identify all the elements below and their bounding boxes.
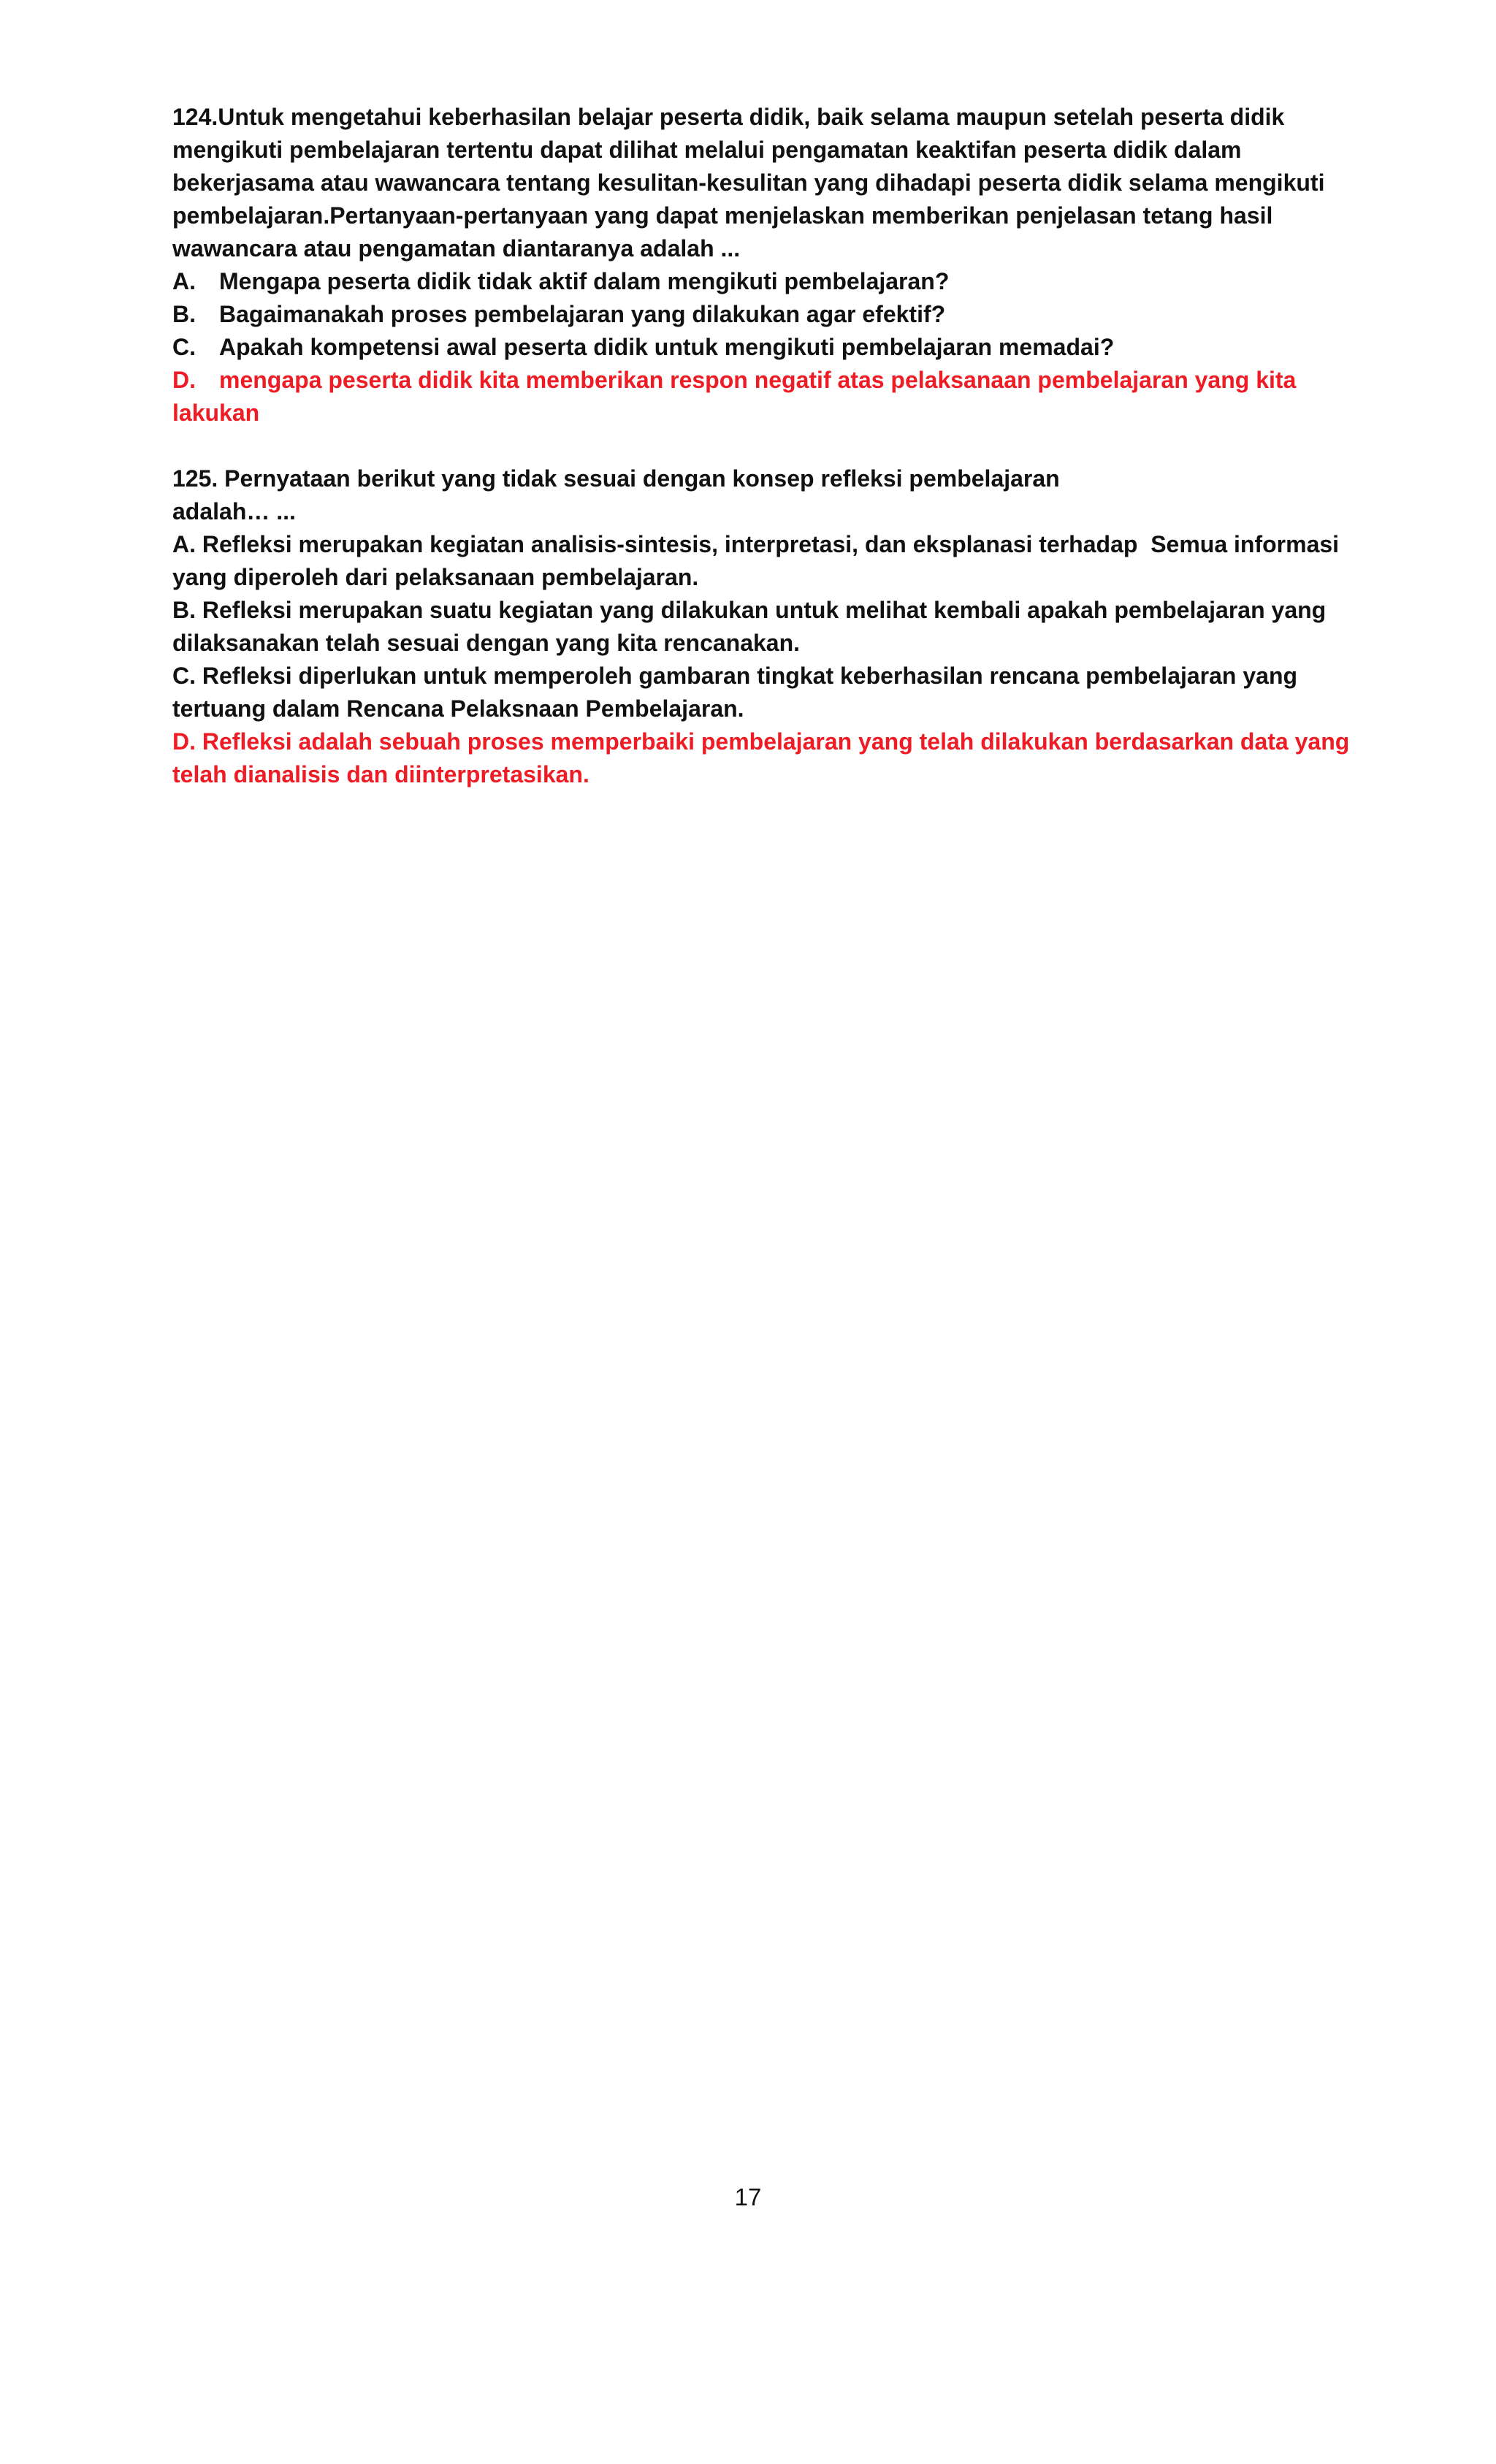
answer-text: mengapa peserta didik kita memberikan respon negatif atas pelaksanaan pembelajaran yang kita	[219, 367, 1297, 393]
question-124	[172, 101, 1370, 430]
option-text: Bagaimanakah proses pembelajaran yang dilakukan agar efektif?	[219, 301, 946, 327]
question-125-stem-line: 125. Pernyataan berikut yang tidak sesuai dengan konsep refleksi pembelajaran	[172, 465, 1060, 492]
question-124-stem-line: pembelajaran.Pertanyaan-pertanyaan yang dapat menjelaskan memberikan penjelasan tetang hasil	[172, 202, 1273, 229]
question-124-option-c	[172, 331, 1370, 364]
question-124-stem-line: 124.Untuk mengetahui keberhasilan belajar peserta didik, baik selama maupun setelah peserta didik	[172, 104, 1285, 130]
option-text: Mengapa peserta didik tidak aktif dalam mengikuti pembelajaran?	[219, 268, 950, 294]
answer-text-continuation: lakukan	[172, 400, 260, 426]
question-125	[172, 462, 1370, 791]
question-125-option-a: A. Refleksi merupakan kegiatan analisis-sintesis, interpretasi, dan eksplanasi terhadap Semua informasi	[172, 531, 1340, 557]
question-125-option-b: B. Refleksi merupakan suatu kegiatan yang dilakukan untuk melihat kembali apakah pembelajaran yang	[172, 597, 1327, 623]
question-125-option-a-continuation: yang diperoleh dari pelaksanaan pembelajaran.	[172, 564, 699, 590]
question-124-answer-d	[172, 364, 1370, 397]
option-letter: A.	[172, 268, 196, 294]
page-number: 17	[734, 2183, 762, 2211]
question-125-option-c-continuation: tertuang dalam Rencana Pelaksnaan Pembelajaran.	[172, 695, 744, 722]
option-text: Apakah kompetensi awal peserta didik untuk mengikuti pembelajaran memadai?	[219, 334, 1115, 360]
question-125-option-b-continuation: dilaksanakan telah sesuai dengan yang kita rencanakan.	[172, 630, 801, 656]
question-125-answer-d: D. Refleksi adalah sebuah proses memperbaiki pembelajaran yang telah dilakukan berdasarkan data yang	[172, 728, 1350, 755]
answer-letter: D.	[172, 367, 196, 393]
question-125-answer-d-continuation: telah dianalisis dan diinterpretasikan.	[172, 761, 589, 787]
option-letter: C.	[172, 334, 196, 360]
question-125-option-c: C. Refleksi diperlukan untuk memperoleh gambaran tingkat keberhasilan rencana pembelajaran yang	[172, 663, 1298, 689]
document-body	[172, 101, 1370, 791]
question-125-stem-line: adalah… ...	[172, 498, 296, 525]
question-124-option-b	[172, 298, 1370, 331]
question-124-stem-line: wawancara atau pengamatan diantaranya adalah ...	[172, 235, 741, 262]
question-124-stem-line: mengikuti pembelajaran tertentu dapat dilihat melalui pengamatan keaktifan peserta didik dalam	[172, 137, 1242, 163]
question-124-option-a	[172, 265, 1370, 298]
option-letter: B.	[172, 301, 196, 327]
question-spacer	[172, 430, 1370, 462]
question-124-stem-line: bekerjasama atau wawancara tentang kesulitan-kesulitan yang dihadapi peserta didik selama mengikuti	[172, 169, 1325, 196]
